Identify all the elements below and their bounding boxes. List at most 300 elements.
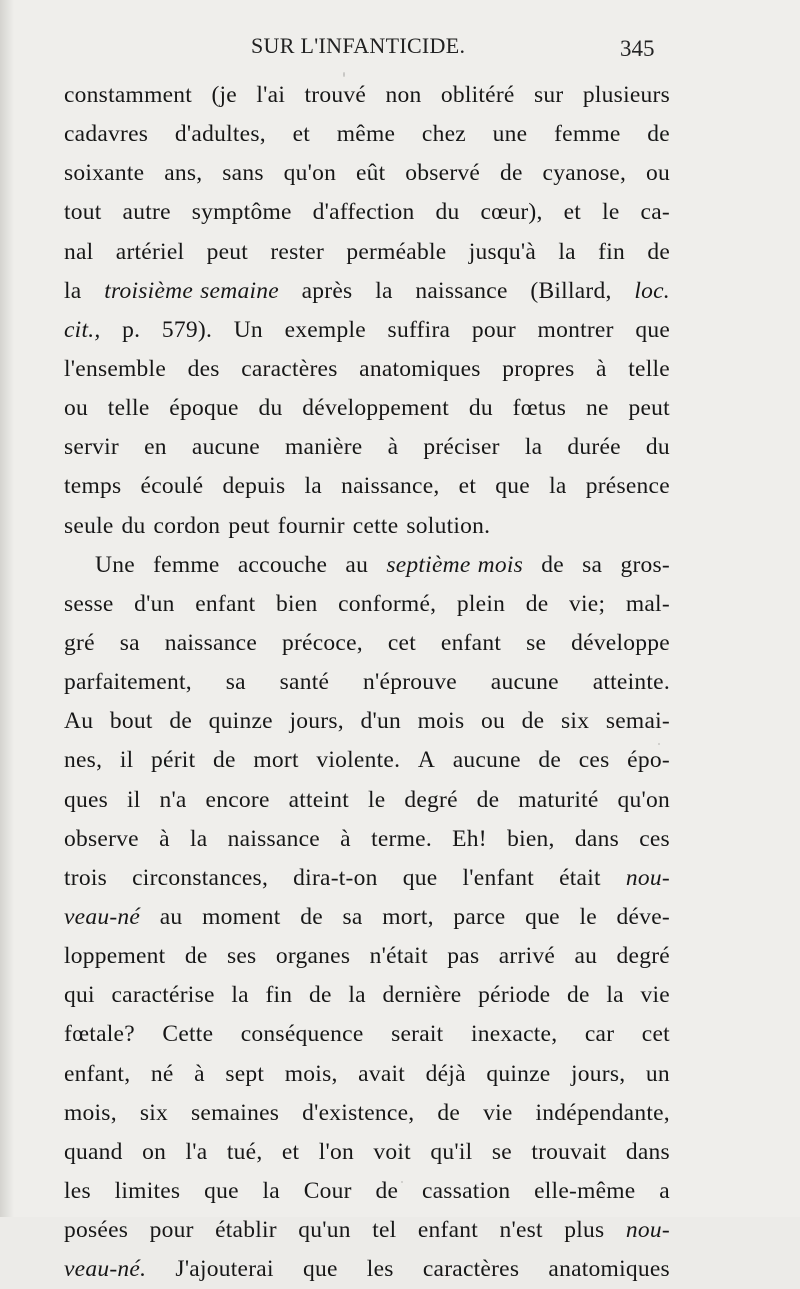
text-line — [64, 76, 670, 115]
word: accouche — [237, 551, 328, 578]
word: la — [549, 473, 567, 500]
body-text — [64, 76, 670, 1289]
word: six — [561, 708, 590, 735]
word: bien — [276, 590, 318, 617]
word: observe — [64, 825, 139, 852]
text-line-paragraph-end — [64, 507, 670, 546]
word: tout — [64, 199, 102, 226]
word: le — [602, 199, 620, 226]
word: mal- — [625, 590, 670, 617]
text-line — [64, 1094, 670, 1133]
word: moment — [202, 903, 281, 930]
word: fin — [265, 982, 293, 1009]
word: à — [159, 825, 170, 852]
word: et — [563, 199, 582, 226]
word: sans — [222, 160, 264, 187]
word: cet — [387, 629, 416, 656]
word: déve- — [616, 903, 670, 930]
word: que — [402, 864, 438, 891]
text-line — [64, 820, 670, 859]
word: au — [574, 943, 598, 970]
word: pas — [447, 943, 480, 970]
word: sept — [225, 1060, 265, 1087]
word: ces — [578, 747, 610, 774]
text-line — [64, 1172, 670, 1211]
word: d'un — [360, 708, 401, 735]
word: Eh! — [452, 825, 487, 852]
word: la — [558, 238, 576, 265]
word: et — [458, 473, 477, 500]
italic-phrase: troisième semaine — [104, 277, 279, 304]
word: Une — [95, 551, 135, 578]
word: déjà — [425, 1060, 466, 1087]
word: solution. — [406, 512, 491, 539]
word: jours, — [571, 1060, 626, 1087]
word: peut — [206, 238, 249, 265]
word: l'ensemble — [64, 355, 167, 382]
word: atteinte. — [592, 669, 670, 696]
word: ou — [645, 160, 670, 187]
word: et — [292, 121, 311, 148]
word: caractères — [422, 1256, 520, 1283]
word: autre — [122, 199, 171, 226]
word: mois — [417, 708, 465, 735]
word: tel — [372, 1217, 397, 1244]
word: de — [169, 708, 193, 735]
italic-phrase: septième mois — [386, 551, 524, 578]
word: observé — [405, 160, 481, 187]
word: ne — [585, 395, 609, 422]
word: la — [606, 982, 624, 1009]
word: sesse — [64, 590, 114, 617]
word: symptôme — [191, 199, 292, 226]
word: en — [144, 434, 167, 461]
word: bout — [109, 708, 153, 735]
word: suffira — [387, 316, 451, 343]
word: présence — [585, 473, 670, 500]
word: fœtale? — [64, 1021, 135, 1048]
word: aucune — [490, 669, 559, 696]
italic-word: loc. — [634, 277, 670, 304]
word: anatomiques — [548, 1256, 670, 1283]
word: enfant — [440, 629, 502, 656]
word: aucune — [191, 434, 260, 461]
paper-speck — [401, 1181, 403, 1183]
word: perméable — [346, 238, 447, 265]
word: dans — [625, 1138, 670, 1165]
word: que — [525, 903, 560, 930]
word: oblitéré — [440, 82, 515, 108]
word: telle — [628, 355, 670, 382]
word: quinze — [486, 1060, 551, 1087]
word: période — [478, 982, 551, 1009]
word: durée — [567, 434, 621, 461]
word: non — [385, 82, 422, 108]
word: constamment — [64, 82, 193, 108]
word: à — [596, 355, 607, 382]
text-line — [64, 741, 670, 780]
word: la — [348, 982, 366, 1009]
word: de — [525, 590, 549, 617]
word: le — [579, 903, 597, 930]
word: n'a — [159, 786, 187, 813]
word: de — [375, 1177, 399, 1204]
word: peut — [628, 395, 670, 422]
text-line — [64, 428, 670, 467]
word: sa — [342, 903, 363, 930]
word: temps — [64, 473, 122, 500]
word: anatomiques — [359, 355, 481, 382]
word: se — [526, 629, 547, 656]
text-line — [64, 1055, 670, 1094]
word: semaines — [191, 1099, 280, 1126]
word: dans — [574, 825, 619, 852]
word: Au — [64, 708, 94, 735]
word: J'ajouterai — [175, 1256, 274, 1283]
word: il — [126, 786, 141, 813]
word: les — [64, 1177, 91, 1204]
word: cet — [641, 1021, 670, 1048]
word: voit — [373, 1138, 411, 1165]
word: parce — [453, 903, 506, 930]
word: quinze — [208, 708, 273, 735]
word: l'on — [318, 1138, 354, 1165]
italic-word: nou- — [625, 1217, 670, 1244]
word: qu'un — [298, 1217, 351, 1244]
word: fin — [598, 238, 626, 265]
word: de — [308, 982, 332, 1009]
word: A — [417, 747, 436, 774]
word: caractères — [241, 355, 338, 382]
paper-speck — [597, 489, 599, 491]
word: Cette — [162, 1021, 214, 1048]
word: que — [635, 316, 670, 343]
word: d'existence, — [302, 1099, 415, 1126]
word: enfant — [195, 590, 256, 617]
word: qu'il — [430, 1138, 473, 1165]
word: vie — [640, 982, 670, 1009]
word: ses — [226, 943, 257, 970]
word: ans, — [164, 160, 203, 187]
text-line — [64, 350, 670, 389]
text-line — [64, 702, 670, 741]
word: mois, — [284, 1060, 338, 1087]
word: la — [64, 277, 82, 304]
word: la — [304, 473, 322, 500]
word: cette — [352, 512, 399, 539]
word: développe — [571, 629, 670, 656]
word: femme — [554, 121, 621, 148]
text-line — [64, 467, 670, 506]
text-line — [64, 781, 670, 820]
word: l'a — [185, 1138, 208, 1165]
word: à — [387, 434, 399, 461]
word: (je — [211, 82, 237, 108]
word: n'est — [499, 1217, 543, 1244]
word: montrer — [537, 316, 614, 343]
word: jours, — [289, 708, 344, 735]
word: de — [567, 982, 590, 1009]
word: du — [121, 512, 146, 539]
word: trouvait — [531, 1138, 607, 1165]
word: pour — [149, 1217, 194, 1244]
word: on — [142, 1138, 167, 1165]
text-line — [64, 1015, 670, 1054]
word: naissance — [415, 277, 508, 304]
word: jusqu'à — [468, 238, 537, 265]
text-line — [64, 898, 670, 937]
word: posées — [64, 1217, 129, 1244]
word: une — [492, 121, 528, 148]
paragraph-start-line — [64, 546, 670, 585]
word: trouvé — [304, 82, 367, 108]
text-line — [64, 976, 670, 1015]
word: plusieurs — [582, 82, 670, 108]
word: de — [647, 238, 670, 265]
word: la — [375, 277, 393, 304]
word: naissance, — [341, 473, 440, 500]
word: avait — [358, 1060, 406, 1087]
word: sa — [582, 551, 603, 578]
word: enfant — [417, 1217, 479, 1244]
word: soixante — [64, 160, 145, 187]
word: peut — [228, 512, 270, 539]
word: parfaitement, — [64, 669, 192, 696]
word: que — [302, 1256, 338, 1283]
word: elle-même — [534, 1177, 636, 1204]
word: conséquence — [240, 1021, 364, 1048]
word: ques — [64, 786, 109, 813]
word: organes — [275, 943, 351, 970]
word: les — [366, 1256, 394, 1283]
word: semai- — [605, 708, 670, 735]
word: mort — [253, 747, 299, 774]
word: plein — [456, 590, 506, 617]
text-line — [64, 272, 670, 311]
text-line — [64, 585, 670, 624]
word: la — [189, 825, 208, 852]
word: ces — [639, 825, 670, 852]
word: inexacte, — [470, 1021, 558, 1048]
word: la — [524, 434, 543, 461]
word: l'ai — [256, 82, 286, 108]
text-line — [64, 859, 670, 898]
word: p. — [122, 316, 141, 343]
word: du — [258, 395, 283, 422]
word: né — [150, 1060, 174, 1087]
page-number: 345 — [620, 36, 655, 61]
word: propres — [502, 355, 575, 382]
word: ou — [481, 708, 506, 735]
word: du — [435, 199, 460, 226]
word: après — [301, 277, 353, 304]
word: périt — [151, 747, 196, 774]
word: sur — [534, 82, 564, 108]
word: qui — [64, 982, 95, 1009]
word: telle — [107, 395, 150, 422]
word: cassation — [421, 1177, 511, 1204]
word: fournir — [277, 512, 345, 539]
word: d'adultes, — [174, 121, 266, 148]
word: mois, — [64, 1099, 117, 1126]
word: violente. — [316, 747, 401, 774]
word: précoce, — [281, 629, 363, 656]
word: que — [204, 1177, 239, 1204]
word: degré — [404, 786, 458, 813]
word: se — [491, 1138, 512, 1165]
word: qu'on — [617, 786, 670, 813]
word: arrivé — [498, 943, 556, 970]
word: aucune — [452, 747, 521, 774]
word: du — [645, 434, 670, 461]
word: le — [367, 786, 386, 813]
word: dernière — [382, 982, 462, 1009]
running-title: SUR L'INFANTICIDE. — [251, 33, 466, 58]
word: de — [538, 747, 562, 774]
word: manière — [285, 434, 363, 461]
word: cyanose, — [542, 160, 627, 187]
word: fœtus — [512, 395, 567, 422]
paper-speck — [343, 72, 345, 77]
word: loppement — [64, 943, 166, 970]
word: terme. — [371, 825, 432, 852]
word: au — [159, 903, 183, 930]
word: (Billard, — [530, 277, 612, 304]
word: serait — [391, 1021, 444, 1048]
word: femme — [153, 551, 220, 578]
text-line — [64, 1250, 670, 1289]
word: quand — [64, 1138, 123, 1165]
word: de — [521, 708, 545, 735]
word: mort, — [382, 903, 434, 930]
word: caractérise — [111, 982, 215, 1009]
word: trois — [64, 864, 108, 891]
word: il — [119, 747, 134, 774]
word: chez — [421, 121, 466, 148]
word: de — [476, 786, 500, 813]
word: sa — [225, 669, 246, 696]
word: dira-t-on — [293, 864, 378, 891]
word: d'un — [134, 590, 175, 617]
word: Un — [233, 316, 263, 343]
word: maturité — [518, 786, 599, 813]
word: de — [499, 160, 523, 187]
word: six — [139, 1099, 169, 1126]
text-line — [64, 389, 670, 428]
word: degré — [616, 943, 670, 970]
word: de — [541, 551, 564, 578]
word: servir — [64, 434, 120, 461]
word: n'était — [369, 943, 428, 970]
word: ca- — [640, 199, 670, 226]
word: depuis — [222, 473, 286, 500]
word: seule — [64, 512, 114, 539]
word: vie — [483, 1099, 513, 1126]
word: qu'on — [283, 160, 337, 187]
word: enfant, — [64, 1060, 131, 1087]
word: et — [281, 1138, 300, 1165]
word: conformé, — [338, 590, 437, 617]
italic-word: veau-né — [64, 903, 141, 930]
word: a — [659, 1177, 670, 1204]
word: 579). — [161, 316, 213, 343]
text-line — [64, 624, 670, 663]
word: exemple — [284, 316, 366, 343]
word: artériel — [115, 238, 185, 265]
word: naissance — [164, 629, 258, 656]
text-line — [64, 115, 670, 154]
word: de — [300, 903, 323, 930]
paper-speck — [658, 743, 660, 745]
word: préciser — [423, 434, 500, 461]
word: nal — [64, 238, 94, 265]
word: l'enfant — [462, 864, 534, 891]
word: de — [184, 943, 208, 970]
word: Cour — [303, 1177, 352, 1204]
word: cœur), — [480, 199, 543, 226]
italic-word: cit., — [64, 316, 101, 343]
word: pour — [471, 316, 516, 343]
text-line — [64, 311, 670, 350]
word: bien, — [507, 825, 555, 852]
word: tué, — [226, 1138, 263, 1165]
italic-word: veau-né. — [64, 1256, 147, 1283]
word: atteint — [288, 786, 350, 813]
word: épo- — [627, 747, 670, 774]
word: que — [495, 473, 530, 500]
page-gutter-shadow — [0, 0, 14, 1217]
word: même — [336, 121, 396, 148]
word: écoulé — [140, 473, 204, 500]
word: des — [187, 355, 220, 382]
word: nes, — [64, 747, 103, 774]
word: au — [345, 551, 369, 578]
word: vie; — [568, 590, 606, 617]
word: plus — [564, 1217, 605, 1244]
word: cordon — [153, 512, 221, 539]
word: limites — [114, 1177, 181, 1204]
word: rester — [270, 238, 325, 265]
word: de — [437, 1099, 461, 1126]
text-line — [64, 154, 670, 193]
word: eût — [355, 160, 386, 187]
word: car — [584, 1021, 615, 1048]
text-line — [64, 1211, 670, 1250]
word: encore — [205, 786, 270, 813]
word: du — [468, 395, 493, 422]
word: d'affection — [312, 199, 415, 226]
word: époque — [169, 395, 239, 422]
word: établir — [215, 1217, 277, 1244]
word: développement — [302, 395, 450, 422]
word: santé — [279, 669, 330, 696]
word: de — [213, 747, 236, 774]
text-line — [64, 663, 670, 702]
word: ou — [64, 395, 88, 422]
word: naissance — [227, 825, 320, 852]
word: cadavres — [64, 121, 149, 148]
word: gré — [64, 629, 95, 656]
word: la — [231, 982, 249, 1009]
word: un — [645, 1060, 670, 1087]
text-line — [64, 937, 670, 976]
text-line — [64, 1133, 670, 1172]
word: gros- — [620, 551, 670, 578]
word: à — [340, 825, 351, 852]
text-line — [64, 193, 670, 232]
word: à — [194, 1060, 205, 1087]
word: était — [559, 864, 601, 891]
